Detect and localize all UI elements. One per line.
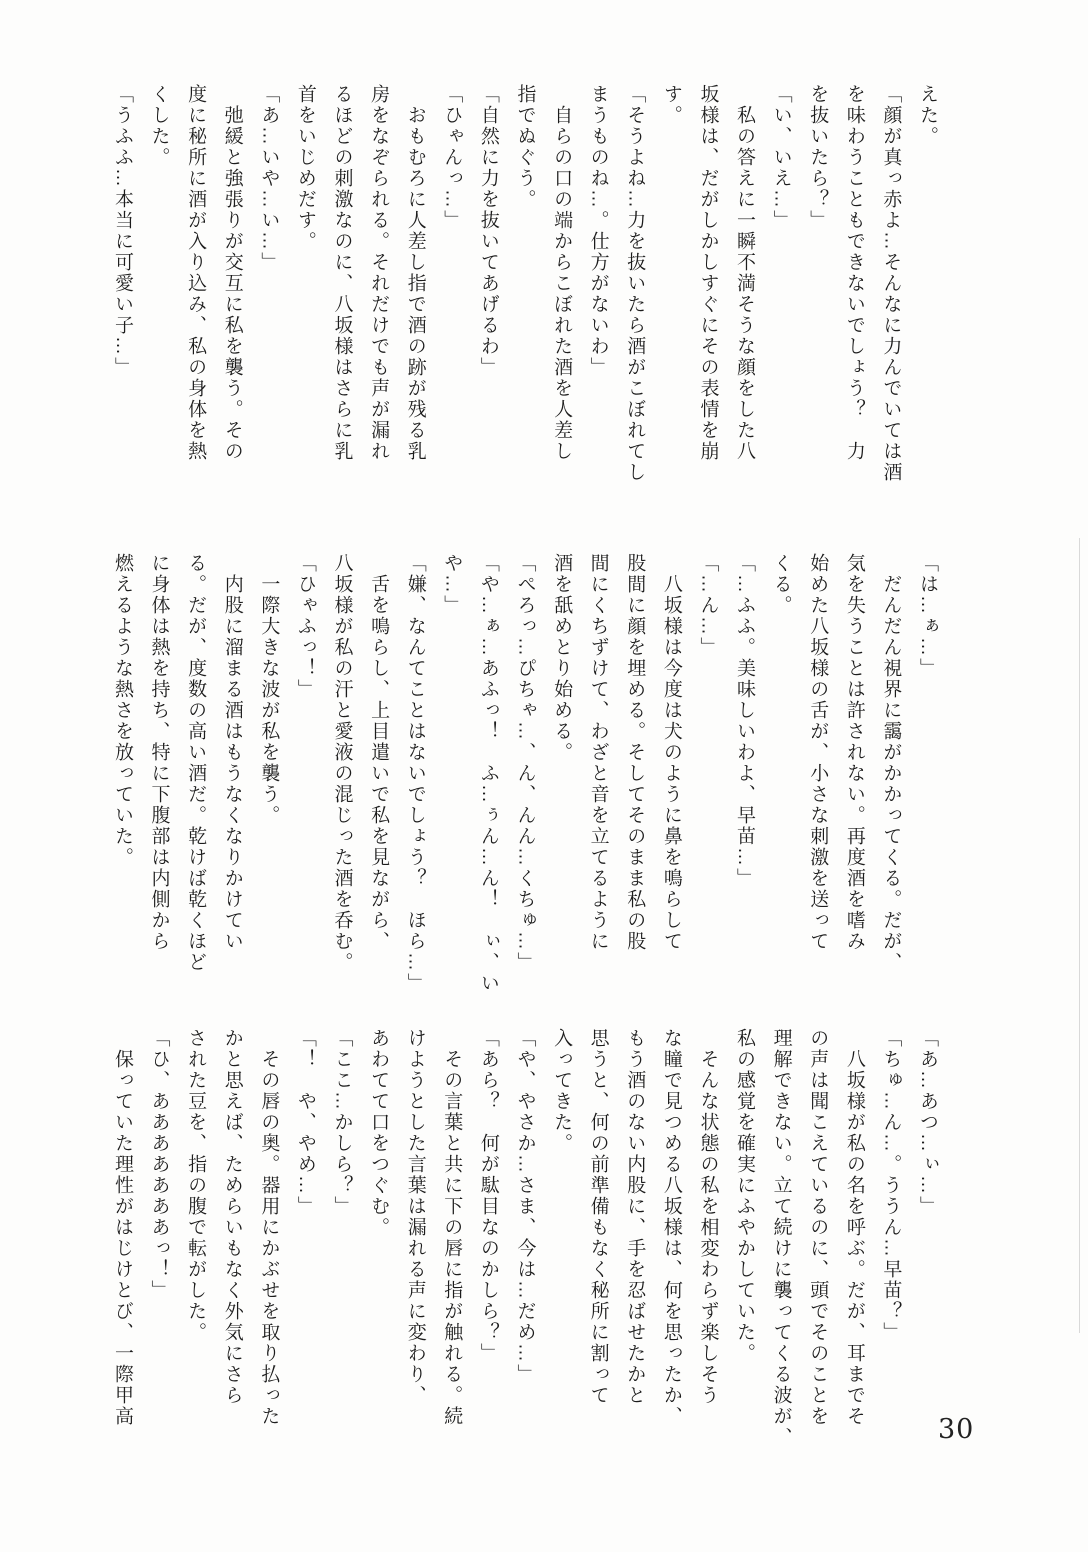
text-column: 「そうよね…力を抜いたら酒がこぼれてし [624,84,646,483]
text-column: 自らの口の端からこぼれた酒を人差し [551,105,573,462]
text-column: その言葉と共に下の唇に指が触れる。続 [441,1049,463,1427]
text-column: 「は…ぁ…」 [917,553,938,679]
text-column: けようとした言葉は漏れる声に変わり、 [404,1028,426,1406]
text-column: 「ちゅ…ん…。ううん…早苗？」 [880,1028,902,1343]
text-column: 弛緩と強張りが交互に私を襲う。その [221,105,243,462]
text-column: るほどの刺激なのに、八坂様はさらに乳 [331,84,353,462]
text-column: 「顔が真っ赤よ…そんなに力んでいては酒 [880,84,902,483]
text-column: 「や、やさか…さま、今は…だめ…」 [514,1028,536,1385]
text-column: 私の感覚を確実にふやかしていた。 [734,1028,756,1364]
text-column: 首をいじめだす。 [294,84,316,252]
text-column: る。だが、度数の高い酒だ。乾けば乾くほど [185,553,207,973]
text-column: 「…ん…」 [697,553,719,658]
text-column: 「自然に力を抜いてあげるわ」 [477,84,499,378]
text-column: 気を失うことは許されない。再度酒を嗜み [843,553,865,952]
text-column: を味わうこともできないでしょう？ 力 [843,84,865,462]
text-column: くした。 [148,84,170,168]
text-column: 「…ふふ。美味しいわよ、早苗…」 [734,553,756,889]
text-column: くる。 [770,553,792,616]
text-column: 私の答えに一瞬不満そうな顔をした八 [734,105,756,462]
text-section-middle [103,553,945,1007]
text-column: 房をなぞられる。それだけでも声が漏れ [368,84,390,462]
text-column: 八坂様が私の汗と愛液の混じった酒を呑む。 [331,553,353,973]
text-column: 股間に顔を埋める。そしてそのまま私の股 [624,553,646,952]
text-column: 「ひゃんっ…」 [441,84,463,231]
text-column: 「あら？ 何が駄目なのかしら？」 [477,1028,499,1364]
page-number: 30 [938,1414,975,1445]
text-column: 八坂様が私の名を呼ぶ。だが、耳までそ [843,1049,865,1427]
text-column: まうものね…。仕方がないわ」 [587,84,609,378]
text-column: もう酒のない内股に、手を忍ばせたかと [624,1028,646,1406]
text-column: 酒を舐めとり始める。 [551,553,573,763]
text-section-top [103,84,945,538]
text-column: おもむろに人差し指で酒の跡が残る乳 [404,105,426,462]
text-column: 間にくちずけて、わざと音を立てるように [587,553,609,952]
text-column: 度に秘所に酒が入り込み、私の身体を熱 [185,84,207,462]
text-column: 「うふふ…本当に可愛い子…」 [111,84,133,378]
text-column: 燃えるような熱さを放っていた。 [111,553,133,868]
text-column: 思うと、何の前準備もなく秘所に割って [587,1028,609,1406]
text-column: そんな状態の私を相変わらず楽しそう [697,1049,719,1406]
text-column: 八坂様は今度は犬のように鼻を鳴らして [660,574,682,952]
text-column: 「ひゃふっ！」 [294,553,316,700]
text-column: 理解できない。立て続けに襲ってくる波が、 [770,1028,792,1448]
text-column: 「あ…あつ…ぃ…」 [917,1028,938,1217]
text-column: 始めた八坂様の舌が、小さな刺激を送って [807,553,829,952]
text-column: な瞳で見つめる八坂様は、何を思ったか、 [660,1028,682,1427]
text-column: 指でぬぐう。 [514,84,536,210]
text-column: を抜いたら？」 [807,84,829,231]
text-column: 入ってきた。 [551,1028,573,1154]
text-column: 「や…ぁ…あふっ！ ふ…ぅん…ん！ ぃ、い [477,553,499,994]
text-column: 「！ や、やめ…」 [294,1028,316,1217]
text-column: 「嫌、なんてことはないでしょう？ ほら…」 [404,553,426,994]
text-column: 「ぺろっ…ぴちゃ…、ん、んん…くちゅ…」 [514,553,536,973]
text-column: えた。 [917,84,938,147]
text-column: 内股に溜まる酒はもうなくなりかけてい [221,574,243,952]
text-column: に身体は熱を持ち、特に下腹部は内側から [148,553,170,952]
text-column: す。 [660,84,682,126]
text-column: 保っていた理性がはじけとび、一際甲高 [111,1049,133,1427]
text-column: や…」 [441,553,463,616]
text-column: の声は聞こえているのに、頭でそのことを [807,1028,829,1427]
text-column: だんだん視界に靄がかかってくる。だが、 [880,574,902,973]
text-column: あわてて口をつぐむ。 [368,1028,390,1238]
text-column: その唇の奥。器用にかぶせを取り払った [258,1049,280,1427]
text-column: かと思えば、ためらいもなく外気にさら [221,1028,243,1406]
text-column: 一際大きな波が私を襲う。 [258,574,280,826]
text-column: された豆を、指の腹で転がした。 [185,1028,207,1343]
text-column: 「あ…いや…い…」 [258,84,280,273]
text-column: 「ここ…かしら？」 [331,1028,353,1217]
text-column: 舌を鳴らし、上目遣いで私を見ながら、 [368,574,390,952]
text-column: 「ひ、あああああああっ！」 [148,1028,170,1301]
scan-edge-line [1079,538,1080,1333]
text-column: 坂様は、だがしかしすぐにその表情を崩 [697,84,719,462]
text-section-bottom [103,1028,945,1482]
text-column: 「い、いえ…」 [770,84,792,231]
